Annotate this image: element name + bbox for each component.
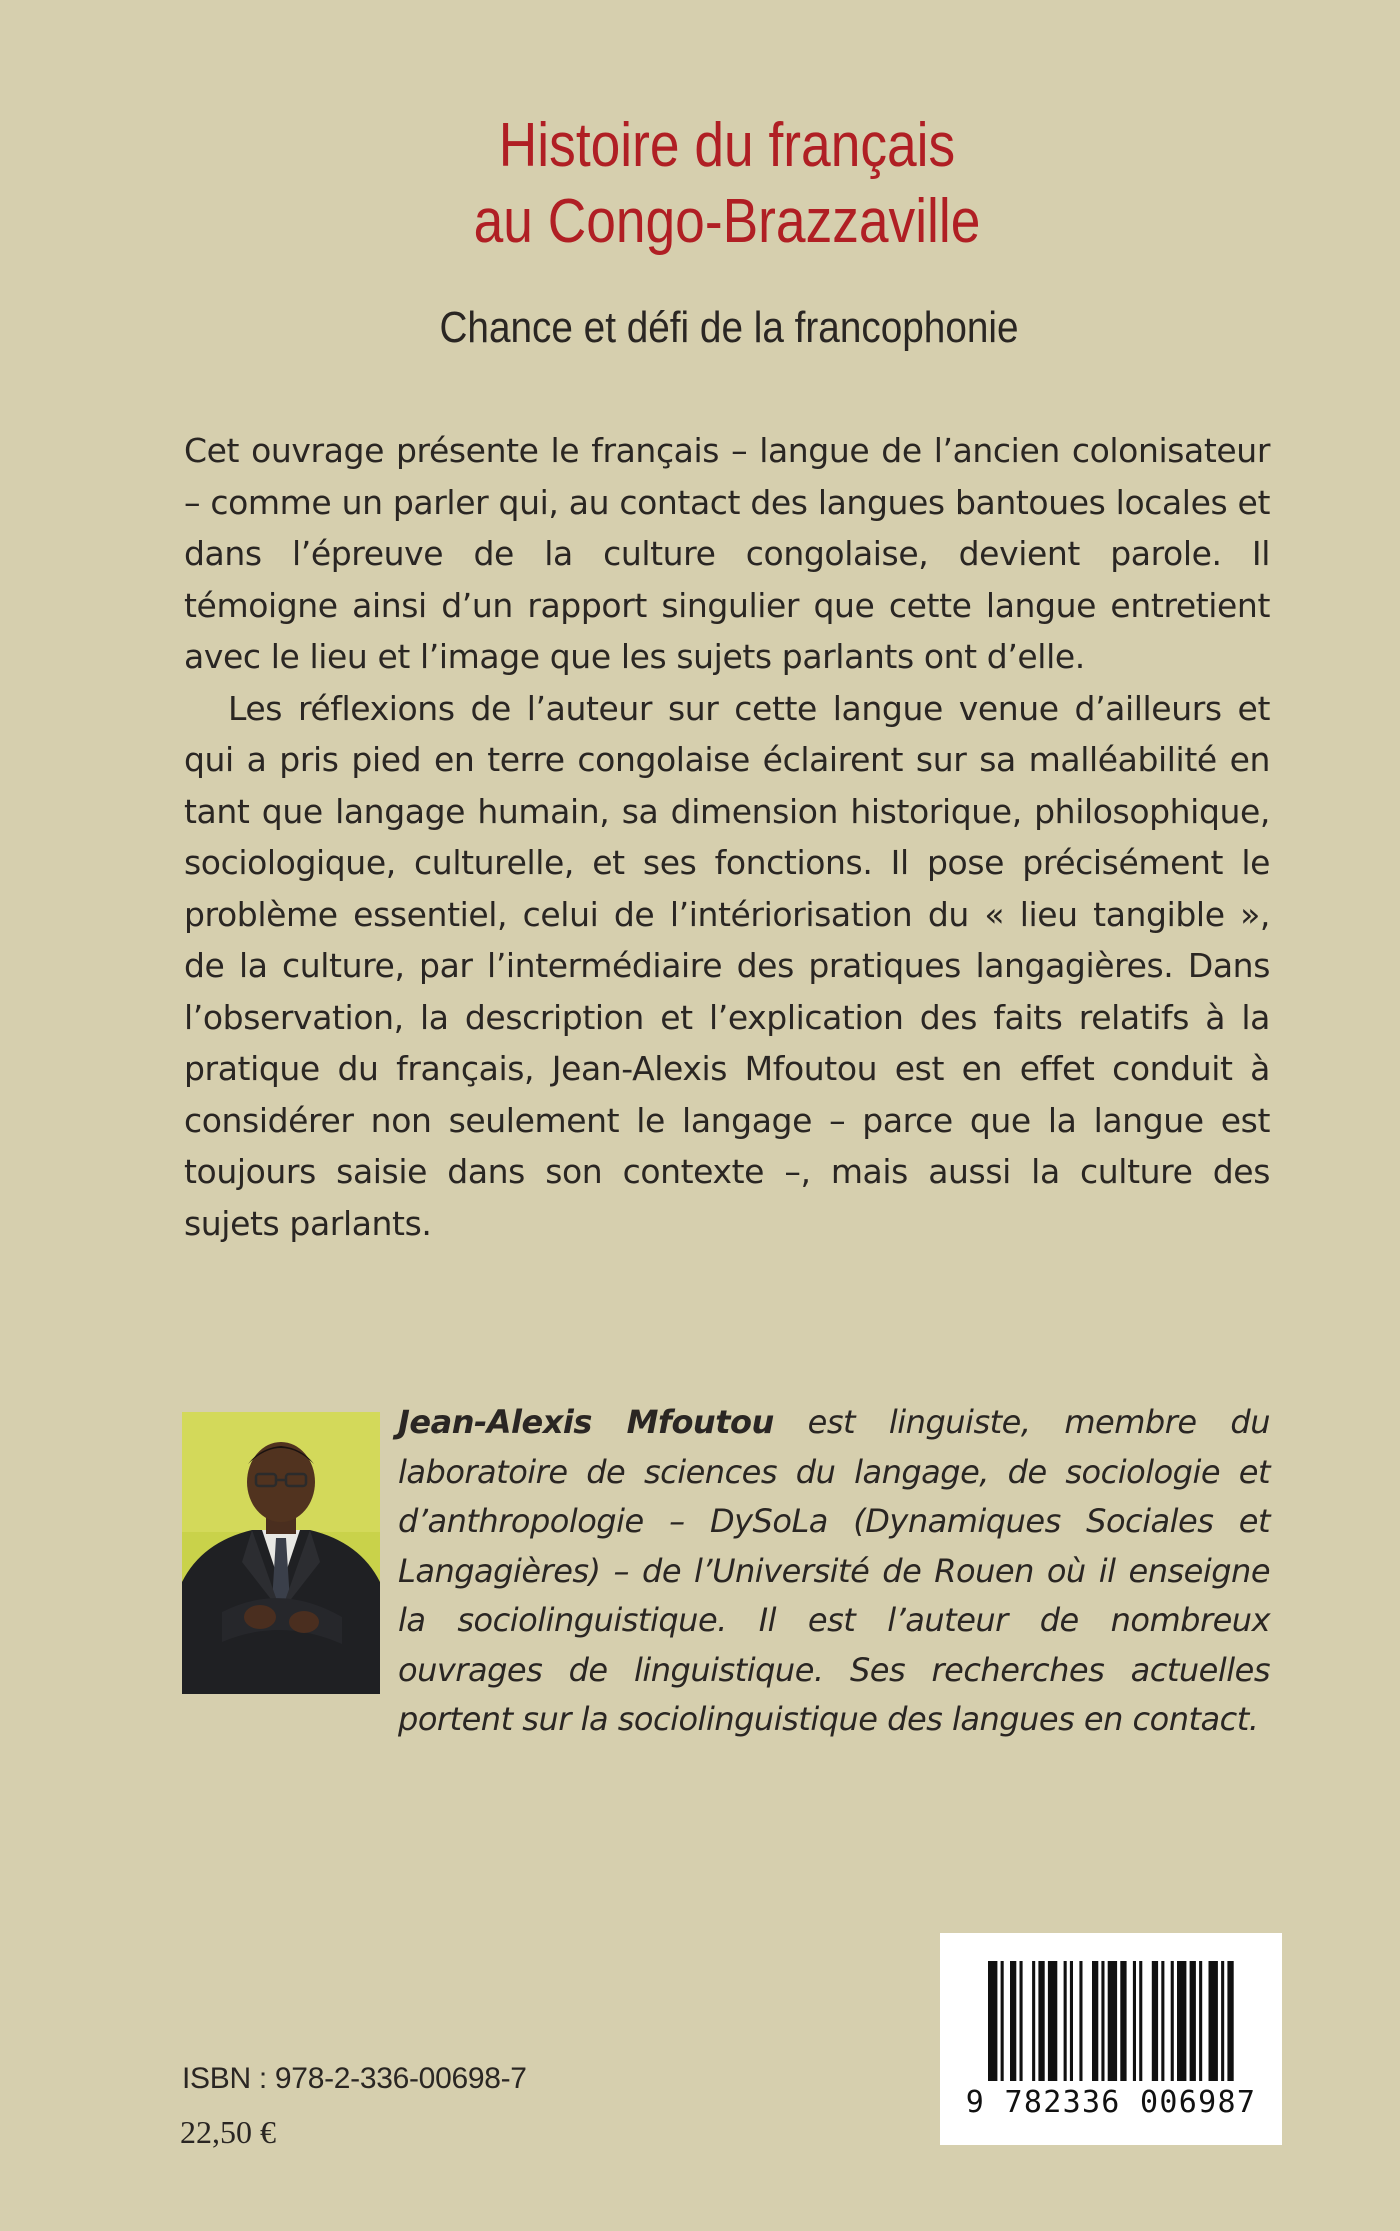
isbn: ISBN : 978-2-336-00698-7 [182,2062,527,2095]
barcode-bar [1108,1961,1117,2081]
title-line-2: au Congo-Brazzaville [473,187,981,256]
author-portrait-image [182,1412,380,1694]
barcode-bar [1032,1961,1035,2081]
barcode-bar [1038,1961,1044,2081]
barcode-bar [1190,1961,1196,2081]
barcode [940,1933,1282,2145]
barcode-bar [1070,1961,1073,2081]
author-name: Jean-Alexis Mfoutou [398,1403,774,1441]
book-subtitle: Chance et défi de la francophonie [439,303,1019,352]
author-bio-text: est linguiste, membre du laboratoire de sciences du langage, de sociologie et d’anthropologie – DySoLa (Dynamiques Sociales et Langagières) – de l’Université de Rouen où il enseigne la sociolinguistique. Il est l’auteur de nombreux ouvrages de linguistique. Ses recherches actuelles portent sur la sociolinguistique des langues en contact. [398,1403,1271,1738]
barcode-bar [1139,1961,1142,2081]
barcode-bar [1048,1961,1057,2081]
author-photo [182,1412,380,1694]
barcode-bar [1020,1961,1023,2081]
price: 22,50 € [180,2114,276,2150]
barcode-bar [1001,1961,1004,2081]
title-line-1: Histoire du français [498,111,956,180]
barcode-bar [1177,1961,1186,2081]
summary-paragraph-2: Les réflexions de l’auteur sur cette langue venue d’ailleurs et qui a pris pied en terre congolaise éclairent sur sa malléabilité en tant que langage humain, sa dimension historique, philosophique, sociologique, culturelle, et ses fonctions. Il pose précisément le problème essentiel, celui de l’intériorisation du « lieu tangible », de la culture, par l’intermédiaire des pratiques langagières. Dans l’observation, la description et l’explication des faits relatifs à la pratique du français, Jean-Alexis Mfoutou est en effet conduit à considérer non seulement le langage – parce que la langue est toujours saisie dans son contexte –, mais aussi la culture des sujets parlants. [184,688,1270,1243]
barcode-bar [1133,1961,1136,2081]
barcode-bar [1064,1961,1067,2081]
barcode-bar [1209,1961,1218,2081]
barcode-bar [1010,1961,1016,2081]
summary-text [184,425,1270,1249]
summary-paragraph-1: Cet ouvrage présente le français – langue de l’ancien colonisateur – comme un parler qui, au contact des langues bantoues locales et dans l’épreuve de la culture congolaise, devient parole. Il témoigne ainsi d’un rapport singulier que cette langue entretient avec le lieu et l’image que les sujets parlants ont d’elle. [184,431,1270,676]
barcode-digits: 9 782336 006987 [965,2085,1257,2120]
barcode-bar [1161,1961,1164,2081]
barcode-bar [1120,1961,1126,2081]
barcode-bar [1227,1961,1233,2081]
author-bio [398,1398,1270,1745]
barcode-bar [1079,1961,1082,2081]
barcode-bar [1092,1961,1098,2081]
barcode-bar [1221,1961,1224,2081]
barcode-bar [1152,1961,1158,2081]
barcode-bar [1101,1961,1104,2081]
book-title [102,108,1352,260]
barcode-bar [1171,1961,1174,2081]
barcode-bar [988,1961,997,2081]
barcode-bar [1199,1961,1202,2081]
